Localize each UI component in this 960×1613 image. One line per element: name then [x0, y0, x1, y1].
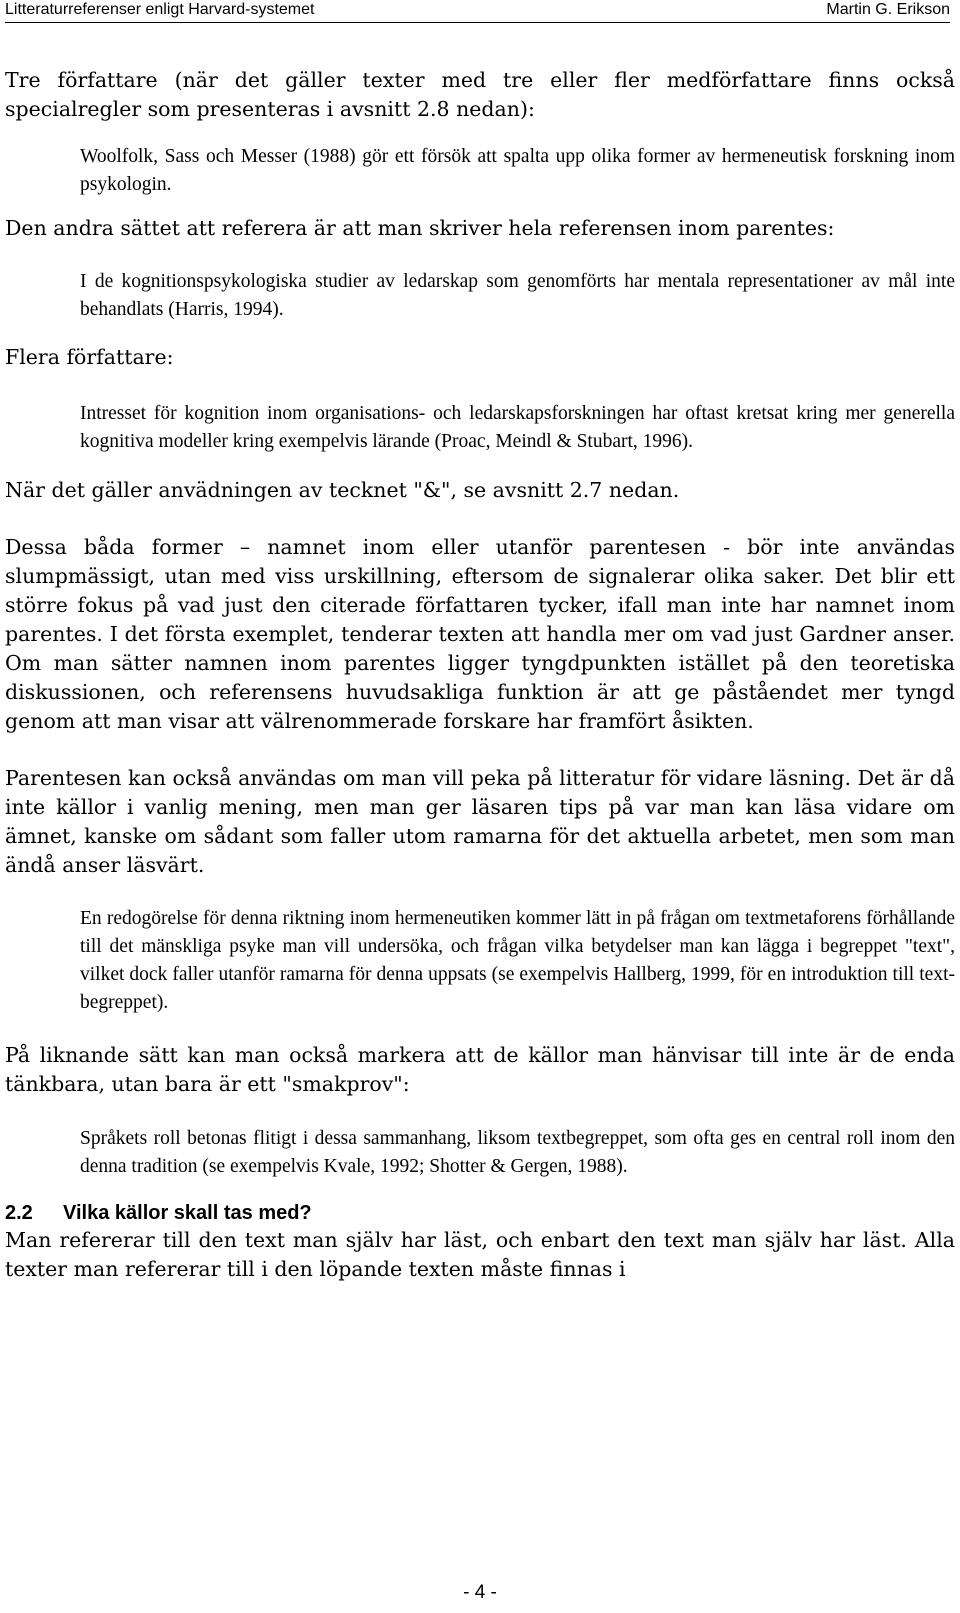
paragraph-which-sources: Man refererar till den text man själv har läst, och enbart den text man själv har läst. Alla texter man refererar till i den löpande texten måste finnas i	[5, 1228, 955, 1281]
paragraph-parenthesis-method: Den andra sättet att referera är att man skriver hela referensen inom parentes:	[5, 216, 835, 240]
example-quote-woolfolk: Woolfolk, Sass och Messer (1988) gör ett försök att spalta upp olika former av hermeneutisk forskning inom psykologin.	[80, 146, 955, 195]
example-quote-proac: Intresset för kognition inom organisations- och ledarskapsforskningen har oftast kretsat kring mer generella kognitiva modeller kring exempelvis lärande (Proac, Meindl & Stubart, 1996).	[80, 403, 955, 452]
paragraph-multiple-authors: Flera författare:	[5, 345, 174, 369]
page-number: - 4 -	[463, 1582, 497, 1603]
header-author: Martin G. Erikson	[826, 1, 950, 18]
section-number: 2.2	[5, 1202, 33, 1224]
header-title: Litteraturreferenser enligt Harvard-systemet	[5, 1, 315, 18]
running-header	[5, 0, 950, 23]
section-heading	[5, 1200, 955, 1226]
paragraph-sample-sources: På liknande sätt kan man också markera att de källor man hänvisar till inte är de enda tänkbara, utan bara är ett "smakprov":	[5, 1043, 955, 1096]
example-quote-harris: I de kognitionspsykologiska studier av ledarskap som genomförts har mentala representationer av mål inte behandlats (Harris, 1994).	[80, 271, 955, 320]
example-quote-hallberg: En redogörelse för denna riktning inom hermeneutiken kommer lätt in på frågan om textmetaforens förhållande till det mänskliga psyke man vill undersöka, och frågan vilka betydelser man kan lägga i begreppet "text", vilket dock faller utanför ramarna för denna uppsats (se exempelvis Hallberg, 1999, för en introduktion till text-begreppet).	[80, 908, 955, 1013]
example-quote-kvale: Språkets roll betonas flitigt i dessa sammanhang, liksom textbegreppet, som ofta ges en central roll inom den denna tradition (se exempelvis Kvale, 1992; Shotter & Gergen, 1988).	[80, 1128, 955, 1177]
section-title: Vilka källor skall tas med?	[63, 1202, 312, 1224]
paragraph-further-reading: Parentesen kan också användas om man vill peka på litteratur för vidare läsning. Det är då inte källor i vanlig mening, men man ger läsaren tips på var man kan läsa vidare om ämnet, kanske om sådant som faller utom ramarna för det aktuella arbetet, men som man ändå anser läsvärt.	[5, 766, 955, 877]
paragraph-both-forms: Dessa båda former – namnet inom eller utanför parentesen - bör inte användas slumpmässigt, utan med viss urskillning, eftersom de signalerar olika saker. Det blir ett större fokus på vad just den citerade författaren tycker, ifall man inte har namnet inom parentes. I det första exemplet, tenderar texten att handla mer om vad just Gardner anser. Om man sätter namnen inom parentes ligger tyngdpunkten istället på den teoretiska diskussionen, och referensens huvudsakliga funktion är att ge påståendet mer tyngd genom att man visar att välrenommerade forskare har framfört åsikten.	[5, 535, 955, 733]
document-body	[5, 66, 955, 1284]
paragraph-ampersand-note: När det gäller anvädningen av tecknet "&", se avsnitt 2.7 nedan.	[5, 478, 680, 502]
paragraph-three-authors: Tre författare (när det gäller texter med tre eller fler medförfattare finns också specialregler som presenteras i avsnitt 2.8 nedan):	[5, 68, 955, 121]
